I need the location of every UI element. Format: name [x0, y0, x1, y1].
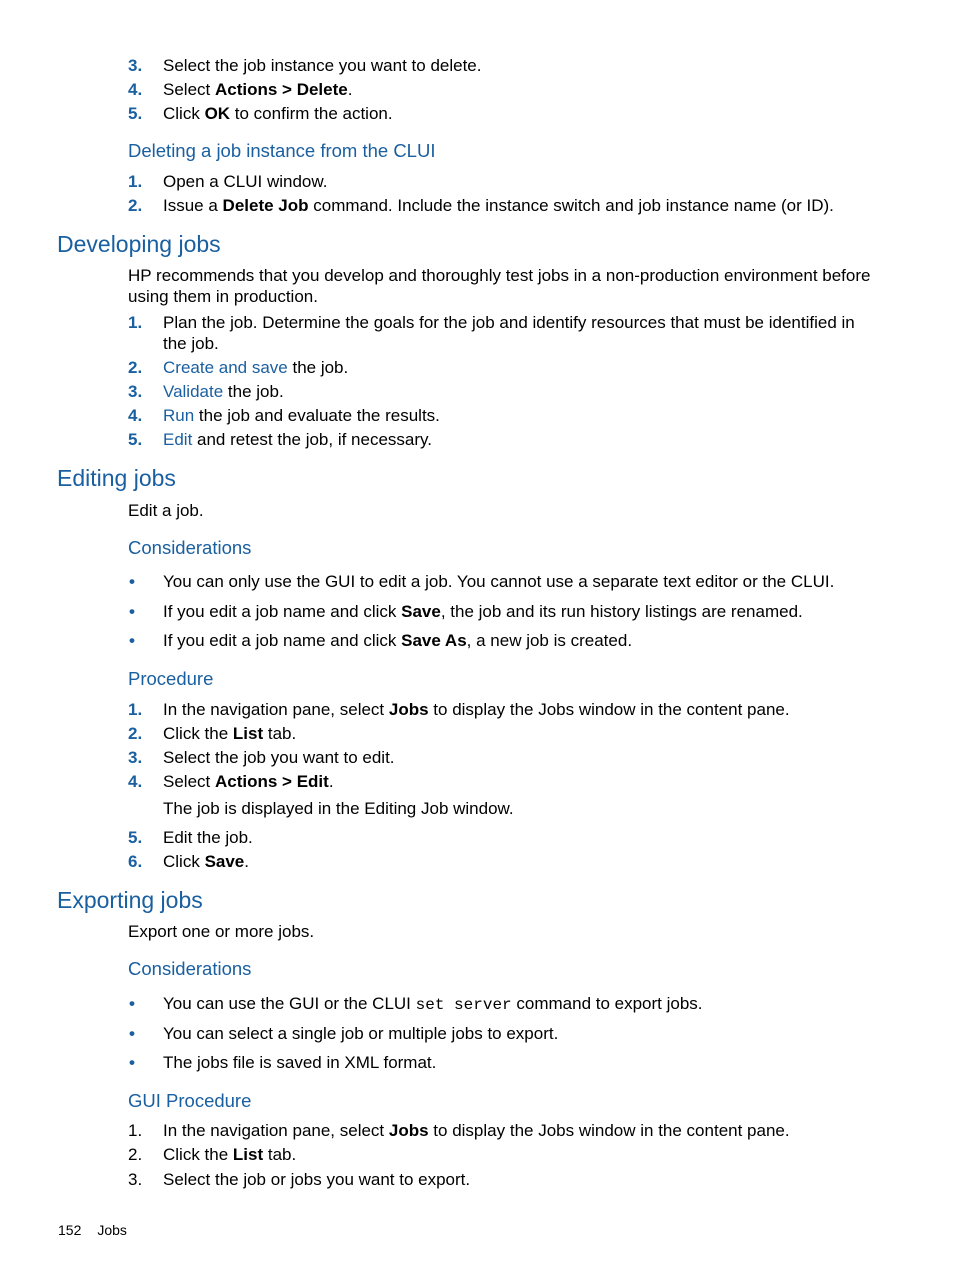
section-heading-editing-jobs: Editing jobs [57, 465, 176, 491]
bullet-icon: • [129, 631, 135, 650]
list-item: 3. Validate the job. [128, 382, 284, 401]
list-item: 4. Select Actions > Edit. [128, 772, 334, 791]
bullet-icon: • [129, 602, 135, 621]
list-item: 5. Edit and retest the job, if necessary. [128, 430, 432, 449]
link-create-and-save[interactable]: Create and save [163, 358, 288, 377]
section-heading-exporting-jobs: Exporting jobs [57, 887, 203, 913]
intro-paragraph: HP recommends that you develop and thoroughly test jobs in a non-production environment before using them in production. [128, 266, 871, 306]
step-number: 1. [128, 313, 143, 332]
bullet-item: • You can only use the GUI to edit a job. You cannot use a separate text editor or the CLUI. [129, 572, 835, 591]
list-item: 2. Click the List tab. [128, 724, 297, 743]
step-number: 5. [128, 828, 143, 847]
list-item: 2. Create and save the job. [128, 358, 349, 377]
bullet-item: • You can select a single job or multiple jobs to export. [129, 1024, 559, 1043]
list-item: 6. Click Save. [128, 852, 249, 871]
step-number: 1. [128, 172, 143, 191]
subsection-heading: GUI Procedure [128, 1090, 252, 1111]
step-number: 6. [128, 852, 143, 871]
list-item: 5. Click OK to confirm the action. [128, 104, 393, 123]
bullet-icon: • [129, 1024, 135, 1043]
bullet-icon: • [129, 994, 135, 1013]
step-text: Select the job instance you want to delete. [163, 56, 482, 75]
intro-paragraph: Edit a job. [128, 501, 204, 520]
footer-section-name: Jobs [97, 1222, 127, 1238]
step-note: The job is displayed in the Editing Job window. [163, 799, 514, 818]
ui-term: Jobs [388, 700, 429, 719]
list-item: 1. In the navigation pane, select Jobs to display the Jobs window in the content pane. [128, 1121, 790, 1140]
ui-term: Actions > Edit [214, 772, 329, 791]
list-item: 3. Select the job you want to edit. [128, 748, 395, 767]
bullet-icon: • [129, 572, 135, 591]
page-number: 152 [58, 1222, 82, 1238]
step-number: 3. [128, 382, 143, 401]
bullet-item: • The jobs file is saved in XML format. [129, 1053, 437, 1072]
link-run[interactable]: Run [163, 406, 195, 425]
ui-term: List [232, 1145, 264, 1164]
step-number: 2. [128, 358, 143, 377]
subsection-heading: Deleting a job instance from the CLUI [128, 140, 436, 161]
ui-term: List [232, 724, 264, 743]
ui-term: Save As [401, 631, 467, 650]
ui-term: Jobs [388, 1121, 429, 1140]
step-number: 5. [128, 104, 143, 123]
subsection-heading: Considerations [128, 958, 252, 979]
step-number: 4. [128, 406, 143, 425]
intro-paragraph: Export one or more jobs. [128, 922, 315, 941]
ui-term: Delete Job [222, 196, 309, 215]
step-number: 3. [128, 1170, 143, 1189]
list-item: 1. In the navigation pane, select Jobs to display the Jobs window in the content pane. [128, 700, 790, 719]
list-item: 2. Issue a Delete Job command. Include the instance switch and job instance name (or ID). [128, 196, 834, 215]
link-edit[interactable]: Edit [163, 430, 193, 449]
step-number: 3. [128, 56, 143, 75]
ui-term: Save [204, 852, 245, 871]
step-number: 2. [128, 196, 143, 215]
list-item: 1. Open a CLUI window. [128, 172, 328, 191]
list-item: 5. Edit the job. [128, 828, 253, 847]
list-item: 3. Select the job or jobs you want to export. [128, 1170, 471, 1189]
step-number: 3. [128, 748, 143, 767]
link-validate[interactable]: Validate [163, 382, 224, 401]
list-item: 4. Run the job and evaluate the results. [128, 406, 440, 425]
ui-term: OK [204, 104, 231, 123]
step-number: 4. [128, 772, 143, 791]
code-snippet: set server [415, 996, 512, 1014]
ui-term: Save [401, 602, 441, 621]
list-item: 4. Select Actions > Delete. [128, 80, 353, 99]
bullet-item: • If you edit a job name and click Save, the job and its run history listings are renamed. [129, 602, 803, 621]
list-item: 1. Plan the job. Determine the goals for the job and identify resources that must be identified in the job. [128, 313, 855, 353]
step-number: 2. [128, 1145, 143, 1164]
bullet-item: • You can use the GUI or the CLUI set server command to export jobs. [129, 994, 703, 1014]
step-number: 2. [128, 724, 143, 743]
list-item [128, 55, 873, 76]
step-number: 1. [128, 700, 143, 719]
step-number: 4. [128, 80, 143, 99]
section-heading-developing-jobs: Developing jobs [57, 231, 221, 257]
page-footer [58, 1222, 127, 1238]
list-item: 2. Click the List tab. [128, 1145, 297, 1164]
bullet-icon: • [129, 1053, 135, 1072]
subsection-heading: Considerations [128, 537, 252, 558]
subsection-heading: Procedure [128, 668, 214, 689]
step-number: 5. [128, 430, 143, 449]
step-number: 1. [128, 1121, 143, 1140]
bullet-item: • If you edit a job name and click Save As, a new job is created. [129, 631, 633, 650]
ui-term: Actions > Delete [214, 80, 348, 99]
